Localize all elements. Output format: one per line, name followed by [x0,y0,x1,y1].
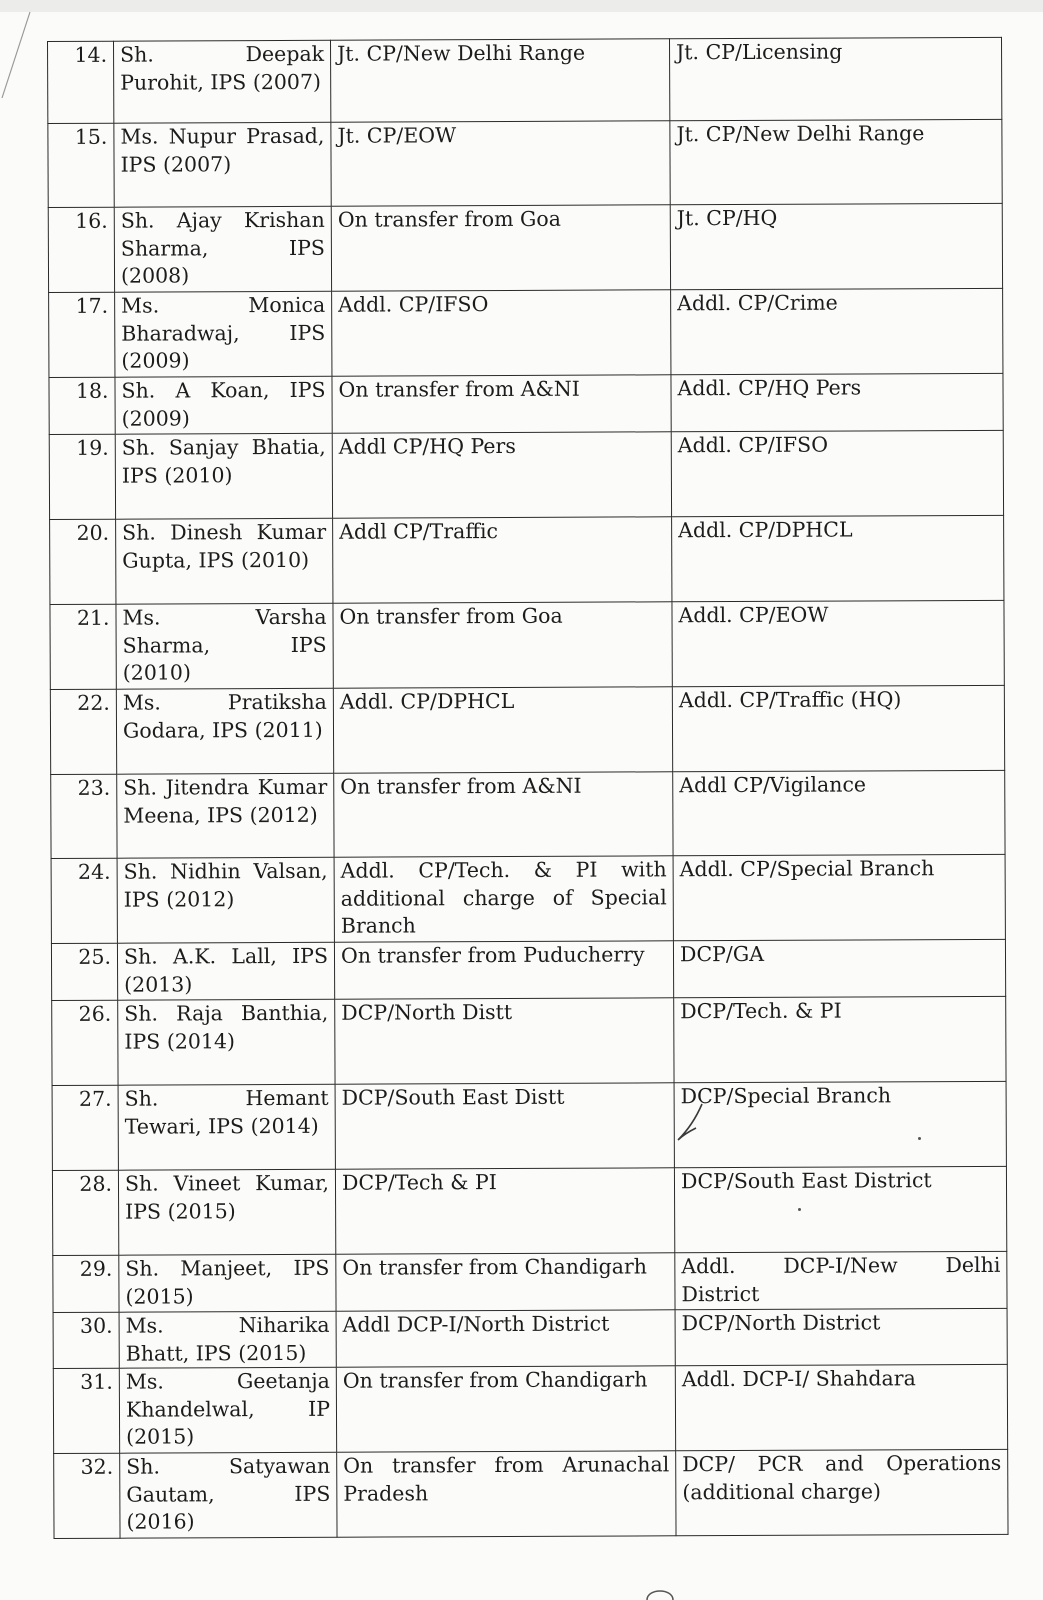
present-posting: DCP/North Distt [335,998,674,1084]
present-posting: On transfer from Puducherry [334,941,673,999]
new-posting: Addl. DCP-I/ Shahdara [675,1364,1007,1450]
officer-name: Ms. Varsha Sharma, IPS (2010) [116,603,333,689]
serial-number: 30. [53,1312,119,1368]
new-posting: Addl. CP/EOW [672,600,1004,686]
new-posting: Jt. CP/New Delhi Range [670,119,1002,204]
present-posting: Jt. CP/EOW [331,121,670,206]
table-row [48,119,1002,207]
table-row [52,1081,1006,1170]
officer-name: Ms. Niharika Bhatt, IPS (2015) [119,1311,336,1368]
officer-name: Ms. Pratiksha Godara, IPS (2011) [116,688,333,774]
table-row [50,515,1004,604]
serial-number: 22. [50,689,116,774]
scan-speck [798,1208,801,1211]
table-row [48,37,1002,123]
new-posting: Jt. CP/Licensing [669,37,1001,120]
new-posting: Addl. CP/DPHCL [672,515,1004,601]
table-row [52,1166,1006,1255]
officer-name: Sh. Deepak Purohit, IPS (2007) [114,40,331,123]
serial-number: 16. [48,207,114,292]
serial-number: 19. [49,434,115,519]
new-posting: Addl CP/Vigilance [673,770,1005,855]
present-posting: Addl. CP/IFSO [332,290,671,376]
present-posting: On transfer from A&NI [332,375,671,433]
serial-number: 28. [52,1170,118,1255]
table-row [49,288,1003,377]
new-posting: DCP/Tech. & PI [674,996,1006,1082]
table-row [53,1308,1007,1368]
scan-speck [918,1137,921,1140]
present-posting: Addl. CP/DPHCL [333,687,672,773]
table-row [48,203,1002,292]
present-posting: Addl CP/HQ Pers [332,432,671,518]
table-row [49,430,1003,519]
present-posting: Addl DCP-I/North District [336,1310,675,1367]
serial-number: 31. [53,1368,119,1453]
new-posting: DCP/North District [675,1308,1007,1365]
present-posting: Addl CP/Traffic [333,517,672,603]
table-row [51,770,1005,858]
officer-name: Sh. Ajay Krishan Sharma, IPS (2008) [114,206,331,292]
new-posting: DCP/GA [673,939,1005,997]
table-row [50,600,1004,689]
officer-name: Sh. Hemant Tewari, IPS (2014) [118,1084,335,1170]
new-posting: DCP/ PCR and Operations (additional charge) [676,1449,1008,1535]
new-posting: Addl. CP/Traffic (HQ) [672,685,1004,771]
officer-name: Sh. A Koan, IPS (2009) [115,376,332,434]
serial-number: 24. [51,858,117,943]
posting-table [47,37,1009,1539]
present-posting: DCP/South East Distt [335,1083,674,1169]
officer-name: Sh. Nidhin Valsan, IPS (2012) [117,857,334,943]
officer-name: Sh. Jitendra Kumar Meena, IPS (2012) [117,773,334,858]
present-posting: DCP/Tech & PI [335,1168,674,1254]
page-bottom-mark [635,1582,685,1600]
table-row [51,939,1005,1000]
table-row [49,373,1003,434]
officer-name: Sh. Sanjay Bhatia, IPS (2010) [115,433,332,519]
serial-number: 27. [52,1085,118,1170]
present-posting: On transfer from Goa [331,205,670,291]
table-row [53,1364,1007,1453]
officer-name: Ms. Nupur Prasad, IPS (2007) [114,122,331,207]
serial-number: 15. [48,123,114,207]
new-posting: Addl. CP/HQ Pers [671,373,1003,431]
officer-name: Ms. Geetanja Khandelwal, IP (2015) [119,1367,336,1453]
new-posting: Addl. CP/IFSO [671,430,1003,516]
new-posting: DCP/South East District [674,1166,1006,1252]
serial-number: 14. [48,41,114,123]
new-posting: DCP/Special Branch [674,1081,1006,1167]
posting-table-body [48,37,1009,1538]
officer-name: Sh. Raja Banthia, IPS (2014) [118,999,335,1085]
new-posting: Addl. DCP-I/New Delhi District [675,1251,1007,1309]
serial-number: 25. [51,943,117,1000]
serial-number: 17. [49,292,115,377]
present-posting: On transfer from A&NI [334,772,673,857]
table-row [53,1251,1007,1312]
serial-number: 20. [50,519,116,604]
table-row [51,854,1005,943]
page-top-edge [0,0,1043,12]
serial-number: 26. [52,1000,118,1085]
officer-name: Ms. Monica Bharadwaj, IPS (2009) [115,291,332,377]
present-posting: On transfer from Chandigarh [336,1253,675,1311]
officer-name: Sh. A.K. Lall, IPS (2013) [117,942,334,1000]
officer-name: Sh. Vineet Kumar, IPS (2015) [118,1169,335,1255]
present-posting: On transfer from Arunachal Pradesh [337,1451,676,1537]
table-row [52,996,1006,1085]
officer-name: Sh. Manjeet, IPS (2015) [119,1254,336,1312]
serial-number: 29. [53,1255,119,1312]
serial-number: 32. [54,1453,120,1538]
new-posting: Addl. CP/Crime [671,288,1003,374]
officer-name: Sh. Dinesh Kumar Gupta, IPS (2010) [116,518,333,604]
new-posting: Addl. CP/Special Branch [673,854,1005,940]
table-row [50,685,1004,774]
present-posting: Addl. CP/Tech. & PI with additional charge of Special Branch [334,856,673,942]
new-posting: Jt. CP/HQ [670,203,1002,289]
table-row [54,1449,1008,1538]
serial-number: 23. [51,774,117,858]
serial-number: 21. [50,604,116,689]
serial-number: 18. [49,377,115,434]
present-posting: On transfer from Chandigarh [336,1366,675,1452]
present-posting: On transfer from Goa [333,602,672,688]
officer-name: Sh. Satyawan Gautam, IPS (2016) [120,1452,337,1538]
present-posting: Jt. CP/New Delhi Range [330,39,669,122]
